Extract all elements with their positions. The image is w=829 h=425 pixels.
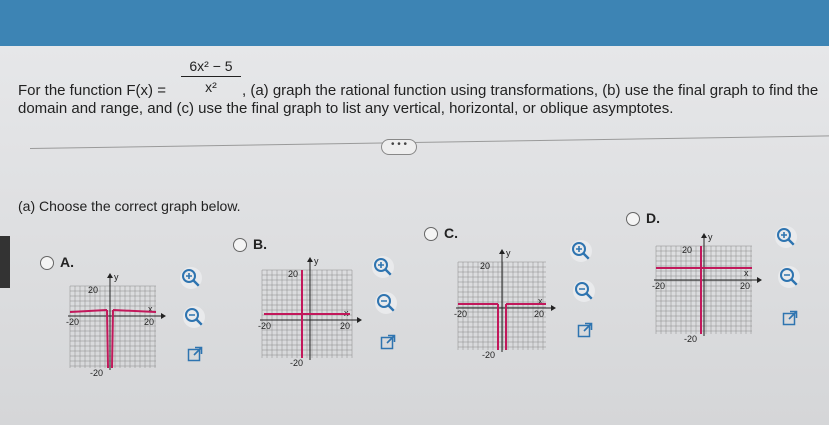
y-tick-label-neg: -20 <box>290 358 304 368</box>
option-a-label: A. <box>60 254 74 270</box>
y-tick-label-pos: 20 <box>288 269 299 279</box>
x-axis-label: x <box>148 304 153 314</box>
y-axis-label: y <box>506 248 511 258</box>
x-tick-label-neg: -20 <box>652 281 666 291</box>
option-c-label: C. <box>444 225 458 241</box>
zoom-in-icon[interactable] <box>372 256 394 278</box>
option-a-radio[interactable] <box>40 256 54 270</box>
curve-left-drop <box>107 310 108 368</box>
x-axis-arrow <box>161 313 166 319</box>
fraction-denominator: x² <box>205 79 217 95</box>
y-axis-arrow <box>499 249 505 254</box>
y-tick-label-pos: 20 <box>480 261 491 271</box>
option-b-label: B. <box>253 236 267 252</box>
zoom-in-icon[interactable] <box>775 226 797 248</box>
question-prefix: For the function F(x) = <box>18 82 166 99</box>
x-axis-label: x <box>538 296 543 306</box>
question-line-1 <box>18 58 828 102</box>
option-b-radio[interactable] <box>233 238 247 252</box>
x-tick-label-pos: 20 <box>740 281 751 291</box>
open-external-icon[interactable] <box>577 322 593 338</box>
part-a-prompt: (a) Choose the correct graph below. <box>18 198 241 214</box>
y-axis-arrow <box>107 273 113 278</box>
open-external-icon[interactable] <box>380 334 396 350</box>
open-external-icon[interactable] <box>187 346 203 362</box>
x-axis-label: x <box>344 308 349 318</box>
y-tick-label-pos: 20 <box>682 245 693 255</box>
x-tick-label-pos: 20 <box>340 321 351 331</box>
fraction-numerator: 6x² − 5 <box>181 58 241 77</box>
y-tick-label-neg: -20 <box>684 334 698 344</box>
x-tick-label-neg: -20 <box>454 309 468 319</box>
x-tick-label-neg: -20 <box>258 321 272 331</box>
y-axis-arrow <box>307 257 313 262</box>
zoom-in-icon[interactable] <box>180 267 202 289</box>
curve-left <box>70 310 107 312</box>
top-header-bar <box>0 0 829 48</box>
x-axis-arrow <box>757 277 762 283</box>
function-fraction <box>181 58 241 95</box>
zoom-out-icon[interactable] <box>375 292 397 314</box>
x-axis-arrow <box>357 317 362 323</box>
expand-more-button[interactable]: • • • <box>381 139 417 155</box>
option-d-graph <box>650 228 770 350</box>
option-d-label: D. <box>646 210 660 226</box>
option-a-graph <box>66 270 174 380</box>
option-c-graph <box>452 244 562 360</box>
option-c-radio[interactable] <box>424 227 438 241</box>
question-line-2: domain and range, and (c) use the final graph to list any vertical, horizontal, or oblique asymptotes. <box>18 100 674 117</box>
y-axis-label: y <box>708 232 713 242</box>
x-tick-label-pos: 20 <box>534 309 545 319</box>
question-suffix: , (a) graph the rational function using transformations, (b) use the final graph to find the <box>242 82 819 99</box>
zoom-out-icon[interactable] <box>573 280 595 302</box>
zoom-out-icon[interactable] <box>183 306 205 328</box>
x-tick-label-pos: 20 <box>144 317 155 327</box>
open-external-icon[interactable] <box>782 310 798 326</box>
x-axis-label: x <box>744 268 749 278</box>
y-axis-label: y <box>114 272 119 282</box>
y-tick-label-neg: -20 <box>90 368 104 378</box>
zoom-in-icon[interactable] <box>570 240 592 262</box>
option-b-graph <box>258 254 370 370</box>
y-tick-label-pos: 20 <box>88 285 99 295</box>
left-edge-strip <box>0 236 10 288</box>
x-tick-label-neg: -20 <box>66 317 80 327</box>
y-tick-label-neg: -20 <box>482 350 496 360</box>
zoom-out-icon[interactable] <box>778 266 800 288</box>
y-axis-arrow <box>701 233 707 238</box>
x-axis-arrow <box>551 305 556 311</box>
option-d-radio[interactable] <box>626 212 640 226</box>
curve-right-drop <box>112 310 113 368</box>
y-axis-label: y <box>314 256 319 266</box>
